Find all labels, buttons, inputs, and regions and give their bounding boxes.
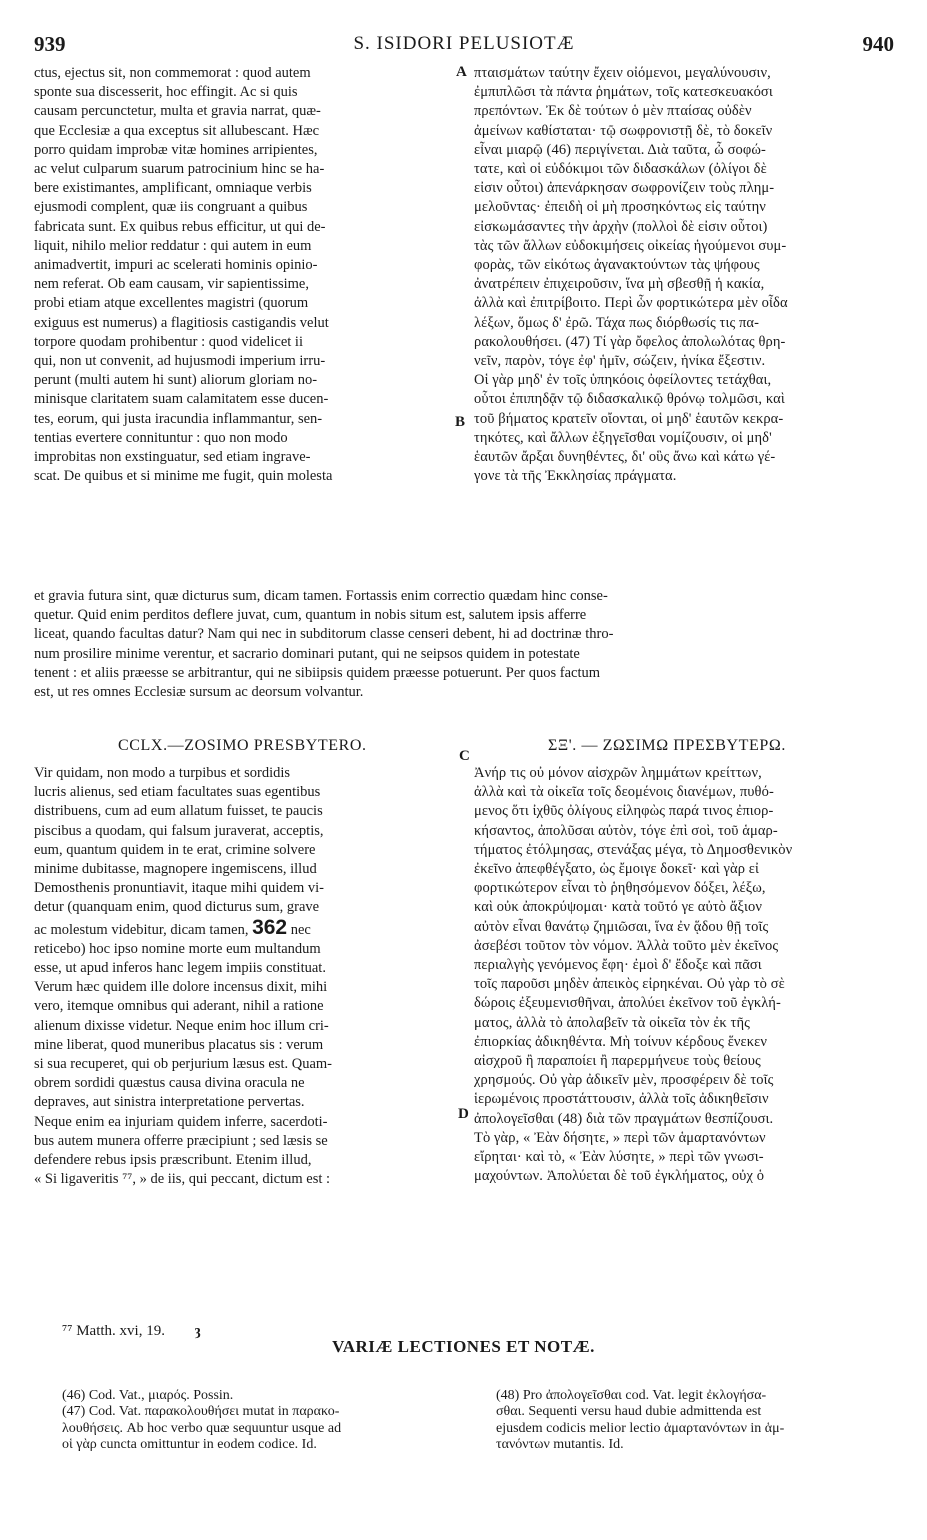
line-with-column-number <box>34 915 458 940</box>
greek-line: εἶναι μιαρῷ (46) περιγίνεται. Διὰ ταῦτα, ὦ σοφώ- <box>474 141 766 158</box>
latin-line: alienum dixisse videtur. Neque enim hoc illum cri- <box>34 1017 329 1034</box>
latin-line: ejusmodi complent, quæ iis congruant a quibus <box>34 199 308 216</box>
greek-line: μελοῦντας· ἐπειδὴ οἱ μὴ προσηκόντως εἰς ταύτην <box>474 199 766 216</box>
latin-line: bus autem munera offerre præcipiunt ; sed læsis se <box>34 1132 328 1149</box>
latin-line: reticebo) hoc ipso nomine morte eum multandum <box>34 940 321 957</box>
latin-line: distribuens, cum ad eum allatum fuisset, te paucis <box>34 803 323 820</box>
note-line: (48) Pro ἀπολογεῖσθαι cod. Vat. legit ἐκλογήσα- <box>496 1388 767 1403</box>
greek-line: μενος ὅτι ἰχθῦς ὀλίγους εἰληφὼς παρά τινος ἐπιορ- <box>474 803 774 820</box>
latin-line: liceat, quando facultas datur? Nam qui nec in subditorum classe censeri debent, hi ad doctrinæ thro- <box>34 626 614 643</box>
latin-line: Neque enim ea injuriam quidem inferre, sacerdoti- <box>34 1113 328 1130</box>
latin-line: defendere rebus ipsis præscribunt. Etenim illud, <box>34 1152 312 1169</box>
greek-line: δώροις ἐξευμενισθῆναι, ἀπολύει ἐκεῖνον τοῦ ἐγκλή- <box>474 995 781 1012</box>
greek-line: Οἱ γὰρ μηδ' ἐν τοῖς ὑπηκόοις ὀφείλοντες τετάχθαι, <box>474 372 772 389</box>
greek-line: λέξων, ὅμως δ' ἐρῶ. Τάχα πως διόρθωσίς τις πα- <box>474 314 760 331</box>
greek-line: αὐτὸν εἶναι θανάτῳ ζημιῶσαι, ἵνα ἐν ᾅδου θῇ τοῖς <box>474 918 769 935</box>
latin-line: nem referat. Ob eam causam, vir sapientissime, <box>34 276 309 293</box>
greek-column-top <box>474 64 904 486</box>
latin-line: probi etiam atque excellentes magistri (quorum <box>34 295 309 312</box>
latin-line: quetur. Quid enim perditos deflere juvat, cum, quantum in nobis situm est, salutem ipsis afferre <box>34 607 587 624</box>
latin-line: ac molestum videbitur, dicam tamen, <box>34 921 249 938</box>
greek-line: τήματος ἐτόλμησας, στενάξας μέγα, τὸ Δημοσθενικὸν <box>474 841 793 858</box>
latin-line: animadvertit, impuri ac scelerati hominis opinio- <box>34 257 318 274</box>
greek-line: ἐμπιπλῶσι τὰ πάντα ῥημάτων, τοῖς κατεσκευακόσι <box>474 84 773 101</box>
note-line: (47) Cod. Vat. παρακολουθήσει mutat in παρακο- <box>62 1404 340 1420</box>
notes-right-column <box>496 1388 896 1454</box>
latin-line: scat. De quibus et si minime me fugit, quin molesta <box>34 468 333 485</box>
greek-line: ἐκεῖνο ἀπεφθέγξατο, ὡς ἔμοιγε δοκεῖ· καὶ γὰρ εἰ <box>474 861 759 878</box>
latin-column-top <box>34 64 458 486</box>
latin-line: bere existimantes, amplificant, omniaque verbis <box>34 180 312 197</box>
latin-line: exiguus est numerus) a flagitiosis castigandis velut <box>34 314 329 331</box>
letter-title-greek: ΣΞ'. — ΖΩΣΙΜΩ ΠΡΕΣΒΥΤΕΡΩ. <box>548 737 787 754</box>
greek-line: εἰσιν οὗτοι) ἀπενάρκησαν σωφρονίζειν τοὺς πλημ- <box>474 180 775 197</box>
greek-line: φορὰς, τῶν εἰκότως ἀγανακτούντων τὰς ψήφους <box>474 257 760 274</box>
note-line: ejusdem codicis melior lectio ἁμαρτανόντων in ἁμ- <box>496 1420 785 1436</box>
latin-line: improbitas non exstinguatur, sed etiam ingrave- <box>34 449 311 466</box>
greek-line: αἰσχροῦ ἢ παραποίει ἢ παρερμήνευε τοὺς θείους <box>474 1053 761 1070</box>
greek-line: τατε, καὶ οἱ εὐδόκιμοι τῶν διδασκάλων (ὀλίγοι δὲ <box>474 161 767 178</box>
latin-line: porro quidam improbæ vitæ homines arripientes, <box>34 141 318 158</box>
latin-column-bottom <box>34 764 458 1189</box>
greek-line: εἰσκωμάσαντες τὴν ἀρχὴν (πολλοὶ δὲ εἰσιν οὗτοι) <box>474 218 768 235</box>
page-number-left: 939 <box>34 32 66 56</box>
latin-line: Vir quidam, non modo a turpibus et sordidis <box>34 765 291 781</box>
latin-line: perunt (multi autem hi sunt) aliorum gloriam no- <box>34 372 318 389</box>
note-line: λουθήσεις. Ab hoc verbo quæ sequuntur usque ad <box>62 1420 342 1436</box>
latin-line: liquit, nihilo melior reddatur : qui autem in eum <box>34 237 312 254</box>
greek-line: ἀλλὰ καὶ ἐπιτρίβοιτο. Περὶ ὧν φορτικώτερα μὲν οἶδα <box>474 295 788 312</box>
greek-line: ἀπολογεῖσθαι (48) διὰ τῶν πραγμάτων θεσπίζουσι. <box>474 1110 774 1127</box>
latin-line: et gravia futura sint, quæ dicturus sum, dicam tamen. Fortassis enim correctio quædam hinc conse- <box>34 588 608 604</box>
latin-line: eum, quantum quidem in te erat, crimine solvere <box>34 841 316 858</box>
greek-line: εἴρηται· καὶ τὸ, « Ἐὰν λύσητε, » περὶ τῶν γνωσι- <box>474 1149 764 1166</box>
greek-line: ἐπιορκίας ἀδικηθέντα. Μὴ τοίνυν κέρδους ἕνεκεν <box>474 1033 767 1050</box>
greek-line: Ἀνήρ τις οὐ μόνον αἰσχρῶν λημμάτων κρείττων, <box>474 765 762 781</box>
latin-line: num prosilire minime verentur, et sacrario dominari putant, qui ne seipsos quidem in potestate <box>34 645 580 662</box>
latin-line: Verum hæc quidem ille dolore incensus dixit, mihi <box>34 979 328 996</box>
latin-line: detur (quanquam enim, quod dicturus sum, grave <box>34 899 320 916</box>
latin-line: ac velut culparum suarum patrocinium hinc se ha- <box>34 161 325 178</box>
greek-line: νεῖν, παρὸν, τόγε ἐφ' ἡμῖν, σώζειν, ἡνίκα ἔξεστιν. <box>474 353 766 370</box>
latin-line: torpore quodam prohibentur : quod videlicet ii <box>34 333 303 350</box>
letter-title-latin: CCLX.—ZOSIMO PRESBYTERO. <box>118 737 367 754</box>
greek-line: ἀνατρέπειν ἐπιχειροῦσιν, ἵνα μὴ σβεσθῇ ἡ κακία, <box>474 276 765 293</box>
latin-line: minisque claritatem suam calamitatem esse ducen- <box>34 391 329 408</box>
latin-line: piscibus a quodam, qui falsum juraverat, acceptis, <box>34 822 324 839</box>
greek-line: ἀμείνων καθίσταται· τῷ σωφρονιστῇ δὲ, τὸ δοκεῖν <box>474 122 773 139</box>
greek-line: ἀλλὰ καὶ τὰ οἰκεῖα τοῖς δεομένοις διανέμων, πυθό- <box>474 784 774 801</box>
latin-line: minime dubitasse, magnopere ingemiscens, illud <box>34 861 317 878</box>
greek-line: ἱερωμένοις προστάττουσιν, ἀλλὰ τοῖς ἀδικηθεῖσιν <box>474 1091 769 1108</box>
latin-line: fabricata sunt. Ex quibus rebus efficitur, ut qui de- <box>34 218 326 235</box>
greek-line: καὶ οὐκ ἀποκρύψομαι· κατὰ τοῦτό γε αὐτὸ ἄξιον <box>474 899 763 916</box>
latin-line: depraves, aut sinistra interpretatione pervertas. <box>34 1094 305 1111</box>
greek-line: περιαλγὴς γενόμενος ἔφη· ἐμοὶ δ' ἔδοξε καὶ πᾶσι <box>474 957 762 974</box>
column-number-362: 362 <box>252 915 288 939</box>
greek-line: φορτικώτερον εἶναι τὸ ῥηθησόμενον δόξει, λέξω, <box>474 880 766 897</box>
latin-line: mine liberat, quod muneribus placatus sis : verum <box>34 1036 324 1053</box>
latin-line: qui, non ut convenit, ad hujusmodi imperium irru- <box>34 353 326 370</box>
note-line: σθαι. Sequenti versu haud dubie admittenda est <box>496 1404 762 1420</box>
latin-line: vero, itemque omnibus qui aderant, nihil a ratione <box>34 998 324 1015</box>
latin-line: ctus, ejectus sit, non commemorat : quod autem <box>34 65 311 81</box>
latin-line: si sua recuperet, qui ob perjurium læsus est. Quam- <box>34 1056 332 1073</box>
greek-line: γονε τὰ τῆς Ἐκκλησίας πράγματα. <box>474 468 677 485</box>
latin-line: sponte sua discesserit, hoc effingit. Ac si quis <box>34 84 298 101</box>
note-line: τανόντων mutantis. Id. <box>496 1437 624 1453</box>
latin-line: esse, ut apud inferos hanc legem impiis constituat. <box>34 960 326 977</box>
greek-line: οὗτοι ἐπιπηδᾷν τῷ διδασκαλικῷ θρόνῳ τολμῶσι, καὶ <box>474 391 785 408</box>
footnote-mark: ȝ <box>194 1323 201 1339</box>
latin-full-width <box>34 587 900 702</box>
notes-left-column <box>62 1388 462 1454</box>
greek-line: ἀσεβέσι τοῦτον τὸν νόμον. Ἀλλὰ τοῦτο μὲν ἐκεῖνος <box>474 937 779 954</box>
greek-line: τοῦ βήματος κρατεῖν οἴονται, οἱ μηδ' ἑαυτῶν κεκρα- <box>474 410 784 427</box>
greek-line: τοῖς παροῦσι μηδὲν ἀπεικὸς εἰρηκέναι. Οὐ γὰρ τὸ σὲ <box>474 976 785 993</box>
margin-marker-d: D <box>458 1106 469 1122</box>
latin-line: tes, eorum, qui justa iracundia inflammantur, sen- <box>34 410 323 427</box>
greek-column-bottom <box>474 764 904 1186</box>
greek-line: ἑαυτῶν ἄρξαι δυνηθέντες, δι' οὓς ἄνω καὶ κάτω γέ- <box>474 449 776 466</box>
latin-line: que Ecclesiæ a qua exceptus sit allubescant. Hæc <box>34 122 320 139</box>
greek-line: τὰς τῶν ἄλλων εὐδοκιμήσεις οἰκείας ἡγούμενοι συμ- <box>474 237 787 254</box>
latin-line: lucris alienus, sed etiam facultates suas egentibus <box>34 784 321 801</box>
latin-line: « Si ligaveritis ⁷⁷, » de iis, qui peccant, dictum est : <box>34 1171 331 1188</box>
latin-line: nec <box>290 921 311 938</box>
latin-line: est, ut res omnes Ecclesiæ sursum ac deorsum volvantur. <box>34 684 364 701</box>
footnote-text: ⁷⁷ Matth. xvi, 19. <box>62 1323 165 1339</box>
latin-line: tentias evertere connituntur : quo non modo <box>34 429 288 446</box>
latin-line: Demosthenis pronuntiavit, itaque mihi quidem vi- <box>34 880 324 897</box>
greek-line: ματος, ἀλλὰ τὸ ἀπολαβεῖν τὰ οἰκεῖα τὸν ἐκ τῆς <box>474 1014 751 1031</box>
greek-line: πταισμάτων ταύτην ἔχειν οἰόμενοι, μεγαλύνουσιν, <box>474 65 771 81</box>
running-title: S. ISIDORI PELUSIOTÆ <box>353 33 575 54</box>
margin-marker-b: B <box>455 414 466 430</box>
greek-line: τηκότες, καὶ ἄλλων ἐξηγεῖσθαι νομίζουσιν, οἱ μηδ' <box>474 429 772 446</box>
greek-line: κήσαντος, ἀπολῦσαι αὐτὸν, τόγε ἐπὶ σοὶ, τοῦ ἁμαρ- <box>474 822 778 839</box>
greek-line: χρησμούς. Οὐ γὰρ ἀδικεῖν μὲν, προσφέρειν δὲ τοῖς <box>474 1072 774 1089</box>
greek-line: Τὸ γὰρ, « Ἐὰν δήσητε, » περὶ τῶν ἁμαρτανόντων <box>474 1129 766 1146</box>
note-line: (46) Cod. Vat., μιαρός. Possin. <box>62 1388 234 1403</box>
latin-line: obrem sordidi quæstus causa divina oracula ne <box>34 1075 305 1092</box>
greek-line: μαχούντων. Ἀπολύεται δὲ τοῦ ἐγκλήματος, οὐχ ὁ <box>474 1168 765 1185</box>
margin-marker-c: C <box>459 748 470 764</box>
latin-line: tenent : et aliis præesse se arbitrantur, qui ne sibiipsis quidem præesse potuerunt. Per quos factum <box>34 664 601 681</box>
page-number-right: 940 <box>862 32 894 56</box>
running-header <box>34 32 894 56</box>
greek-line: πρεπόντων. Ἐκ δὲ τούτων ὁ μὲν πταίσας οὐδὲν <box>474 103 752 120</box>
margin-marker-a: A <box>456 64 467 80</box>
latin-line: causam percunctetur, multa et gravia narrat, quæ- <box>34 103 321 120</box>
note-line: οἱ γὰρ cuncta omittuntur in eodem codice. Id. <box>62 1437 317 1453</box>
greek-line: ρακολουθήσει. (47) Τί γὰρ ὄφελος ἀπολωλότας θρη- <box>474 333 786 350</box>
notes-title: VARIÆ LECTIONES ET NOTÆ. <box>332 1337 595 1356</box>
